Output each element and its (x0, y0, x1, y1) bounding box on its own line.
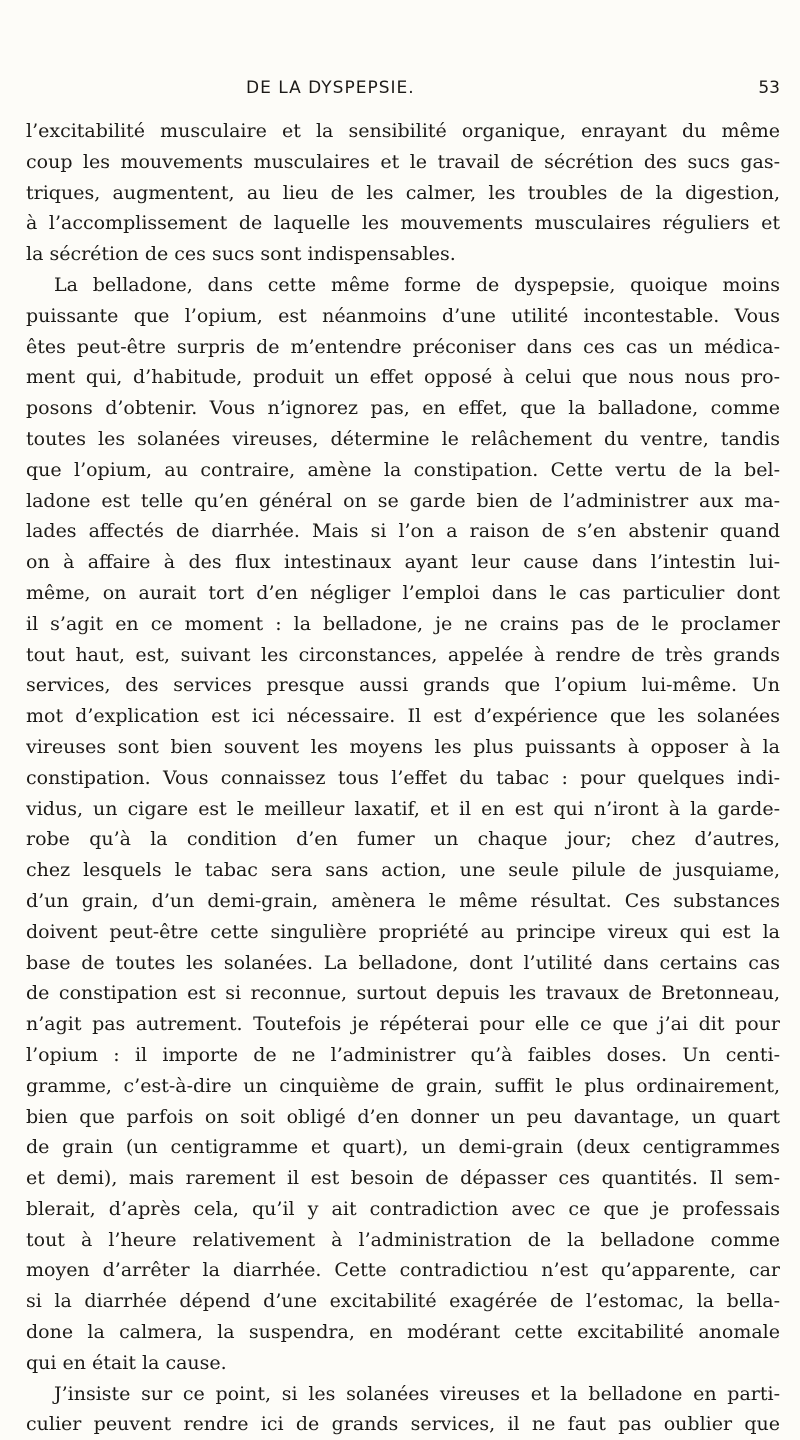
text-line: chez lesquels le tabac sera sans action, une seule pilule de jusquiame, (26, 859, 780, 882)
text-line: ment qui, d’habitude, produit un effet opposé à celui que nous nous pro- (26, 366, 780, 389)
running-head (246, 78, 780, 104)
text-line: vidus, un cigare est le meilleur laxatif, et il en est qui n’iront à la garde- (26, 797, 780, 820)
text-line: moyen d’arrêter la diarrhée. Cette contradictiou n’est qu’apparente, car (26, 1259, 780, 1282)
text-line: d’un grain, d’un demi-grain, amènera le même résultat. Ces substances (26, 889, 780, 912)
text-line: tout à l’heure relativement à l’administration de la belladone comme (26, 1228, 780, 1251)
text-line: triques, augmentent, au lieu de les calmer, les troubles de la digestion, (26, 181, 780, 204)
text-line: puissante que l’opium, est néanmoins d’une utilité incontestable. Vous (26, 304, 780, 327)
text-line: que l’opium, au contraire, amène la constipation. Cette vertu de la bel- (26, 458, 780, 481)
text-line: de constipation est si reconnue, surtout depuis les travaux de Bretonneau, (26, 982, 780, 1005)
text-line: n’agit pas autrement. Toutefois je répéterai pour elle ce que j’ai dit pour (26, 1013, 780, 1036)
text-line: culier peuvent rendre ici de grands services, il ne faut pas oublier que (26, 1413, 780, 1436)
text-line: lades affectés de diarrhée. Mais si l’on a raison de s’en abstenir quand (26, 520, 780, 543)
text-line: posons d’obtenir. Vous n’ignorez pas, en effet, que la balladone, comme (26, 397, 780, 420)
text-line: done la calmera, la suspendra, en modérant cette excitabilité anomale (26, 1321, 780, 1344)
body-text (26, 116, 780, 1440)
text-line: base de toutes les solanées. La belladone, dont l’utilité dans certains cas (26, 951, 780, 974)
page-number: 53 (758, 78, 780, 98)
text-line: gramme, c’est-à-dire un cinquième de grain, suffit le plus ordinairement, (26, 1074, 780, 1097)
text-line: doivent peut-être cette singulière propriété au principe vireux qui est la (26, 920, 780, 943)
text-line: êtes peut-être surpris de m’entendre préconiser dans ces cas un médica- (26, 335, 780, 358)
text-line: l’excitabilité musculaire et la sensibilité organique, enrayant du même (26, 120, 780, 142)
text-line: qui en était la cause. (26, 1351, 227, 1374)
text-line: il s’agit en ce moment : la belladone, je ne crains pas de le proclamer (26, 612, 780, 635)
text-line: robe qu’à la condition d’en fumer un chaque jour; chez d’autres, (26, 828, 780, 851)
text-line: tout haut, est, suivant les circonstances, appelée à rendre de très grands (26, 643, 780, 666)
text-line: mot d’explication est ici nécessaire. Il est d’expérience que les solanées (26, 705, 780, 728)
text-line: toutes les solanées vireuses, détermine le relâchement du ventre, tandis (26, 427, 780, 450)
text-line: blerait, d’après cela, qu’il y ait contradiction avec ce que je professais (26, 1197, 780, 1220)
text-line: même, on aurait tort d’en négliger l’emploi dans le cas particulier dont (26, 581, 780, 604)
text-line: à l’accomplissement de laquelle les mouvements musculaires réguliers et (26, 212, 780, 235)
text-line: vireuses sont bien souvent les moyens les plus puissants à opposer à la (26, 735, 780, 758)
text-line: on à affaire à des flux intestinaux ayant leur cause dans l’intestin lui- (26, 551, 780, 574)
text-line: constipation. Vous connaissez tous l’effet du tabac : pour quelques indi- (26, 766, 780, 789)
text-line: ladone est telle qu’en général on se garde bien de l’administrer aux ma- (26, 489, 780, 512)
text-line: services, des services presque aussi grands que l’opium lui-même. Un (26, 674, 780, 697)
text-line: si la diarrhée dépend d’une excitabilité exagérée de l’estomac, la bella- (26, 1290, 780, 1313)
text-line: La belladone, dans cette même forme de dyspepsie, quoique moins (54, 273, 780, 296)
text-line: de grain (un centigramme et quart), un demi-grain (deux centigrammes (26, 1136, 780, 1159)
text-line: bien que parfois on soit obligé d’en donner un peu davantage, un quart (26, 1105, 780, 1128)
text-line: et demi), mais rarement il est besoin de dépasser ces quantités. Il sem- (26, 1167, 780, 1190)
running-title: DE LA DYSPEPSIE. (246, 78, 415, 98)
text-line: J’insiste sur ce point, si les solanées vireuses et la belladone en parti- (54, 1382, 780, 1405)
text-line: coup les mouvements musculaires et le travail de sécrétion des sucs gas- (26, 150, 780, 173)
text-line: l’opium : il importe de ne l’administrer qu’à faibles doses. Un centi- (26, 1043, 780, 1066)
text-line: la sécrétion de ces sucs sont indispensables. (26, 243, 456, 266)
